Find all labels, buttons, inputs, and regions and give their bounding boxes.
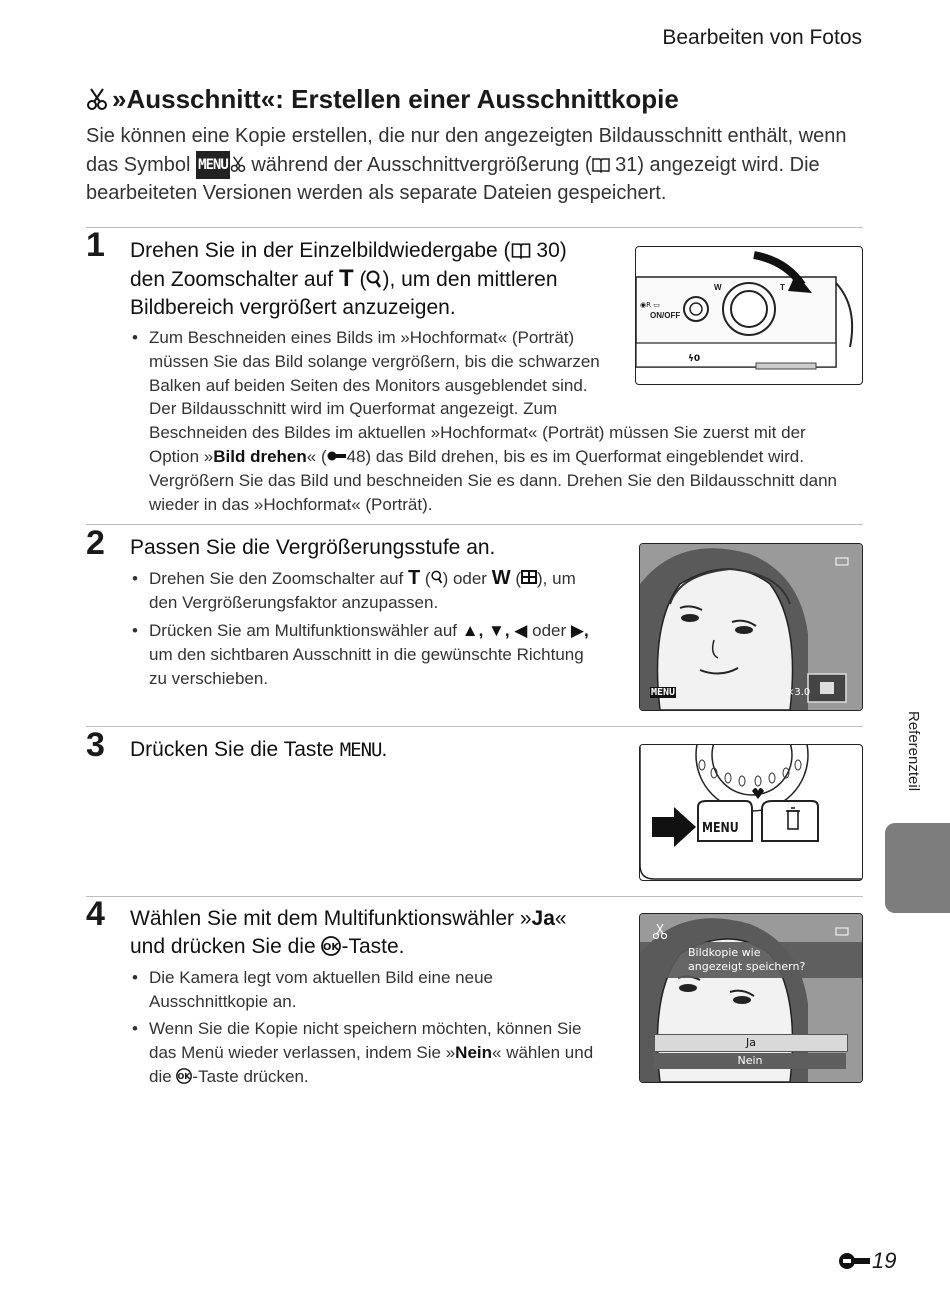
step-heading: Drehen Sie in der Einzelbildwiedergabe ( 30) den Zoomschalter auf T ( ), um den mittleren Bildbereich vergrößert anzuzeigen. <box>130 239 567 319</box>
section-header: Bearbeiten von Fotos <box>662 26 862 49</box>
menu-key-label: MENU <box>339 739 382 761</box>
list-item: • Drehen Sie den Zoomschalter auf T ( ) oder W ( ), um den Vergrößerungsfaktor anzupassen. <box>132 567 576 612</box>
list-item: • Zum Beschneiden eines Bilds im »Hochformat« (Porträt) müssen Sie das Bild solange vergrößern, bis die schwarzen Balken auf beiden Seiten des Monitors ausgeblendet sind. Der Bildausschnitt wird im Querformat angezeigt. Zum Beschneiden des Bildes im aktuellen »Hochformat« (Porträt) müssen Sie zuerst mit der Option »Bild drehen« ( 48) das Bild drehen, bis es im Querformat eingeblendet wird. Vergrößern Sie das Bild und beschneiden Sie es dann. Drehen Sie den Bildausschnitt dann wieder in das »Hochformat« (Porträt). <box>132 328 838 514</box>
no-option[interactable]: Nein <box>654 1053 846 1069</box>
book-icon <box>511 242 531 259</box>
crop-scissors-icon <box>230 155 246 173</box>
divider <box>86 524 863 525</box>
confirm-dialog-figure <box>639 913 863 1083</box>
list-item: • Die Kamera legt vom aktuellen Bild eine neue Ausschnittkopie an. <box>132 968 493 1011</box>
step-number: 1 <box>86 226 105 264</box>
svg-text:OK: OK <box>323 942 340 953</box>
page-number: 19 <box>838 1248 896 1274</box>
yes-option[interactable]: Ja <box>654 1034 848 1052</box>
ok-button-icon <box>176 1068 192 1084</box>
thumbnail-icon <box>521 570 537 584</box>
list-item: • Wenn Sie die Kopie nicht speichern möchten, können Sie das Menü wieder verlassen, indem Sie »Nein« wählen und die OK -Taste drücken. <box>132 1019 594 1086</box>
svg-text:ϟ0: ϟ0 <box>688 354 701 364</box>
step-number: 2 <box>86 524 105 562</box>
divider <box>86 896 863 897</box>
zoom-tele-icon <box>366 270 382 288</box>
intro-paragraph: Sie können eine Kopie erstellen, die nur den angezeigten Bildausschnitt enthält, wenn das Symbol MENU während der Ausschnittvergrößerung ( 31) angezeigt wird. Die bearbeiteten Versionen werden als separate Dateien gespeichert. <box>86 125 847 204</box>
menu-button-figure: MENU <box>639 744 863 881</box>
book-icon <box>592 157 610 173</box>
side-tab-label: Referenzteil <box>905 711 922 792</box>
step-number: 3 <box>86 726 105 764</box>
step-heading: Wählen Sie mit dem Multifunktionswähler »Ja« und drücken Sie die OK -Taste. <box>130 907 567 958</box>
page-title: »Ausschnitt«: Erstellen einer Ausschnittkopie <box>86 84 679 115</box>
reference-section-icon <box>327 450 347 462</box>
step-number: 4 <box>86 895 105 933</box>
crop-scissors-icon <box>86 87 108 111</box>
svg-text:◉R ▭: ◉R ▭ <box>640 301 660 309</box>
zoom-tele-icon <box>431 570 443 584</box>
divider <box>86 227 863 228</box>
step-heading: Drücken Sie die Taste MENU. <box>130 738 388 761</box>
dialog-message: Bildkopie wie angezeigt speichern? <box>640 942 862 978</box>
side-tab <box>885 823 950 913</box>
svg-text:OK: OK <box>177 1071 191 1081</box>
list-item: • Drücken Sie am Multifunktionswähler auf ▲, ▼, ◀ oder ▶, um den sichtbaren Ausschnitt in die gewünschte Richtung zu verschieben. <box>132 621 589 688</box>
divider <box>86 726 863 727</box>
monitor-zoom-figure: MENU ×3.0 <box>639 543 863 711</box>
ok-button-icon <box>321 936 341 956</box>
reference-section-icon <box>838 1252 872 1270</box>
menu-icon: MENU <box>196 151 230 180</box>
step-heading: Passen Sie die Vergrößerungsstufe an. <box>130 536 496 559</box>
camera-top-figure: ϟ0 ◉R ▭ W T ON/OFF <box>635 246 863 385</box>
